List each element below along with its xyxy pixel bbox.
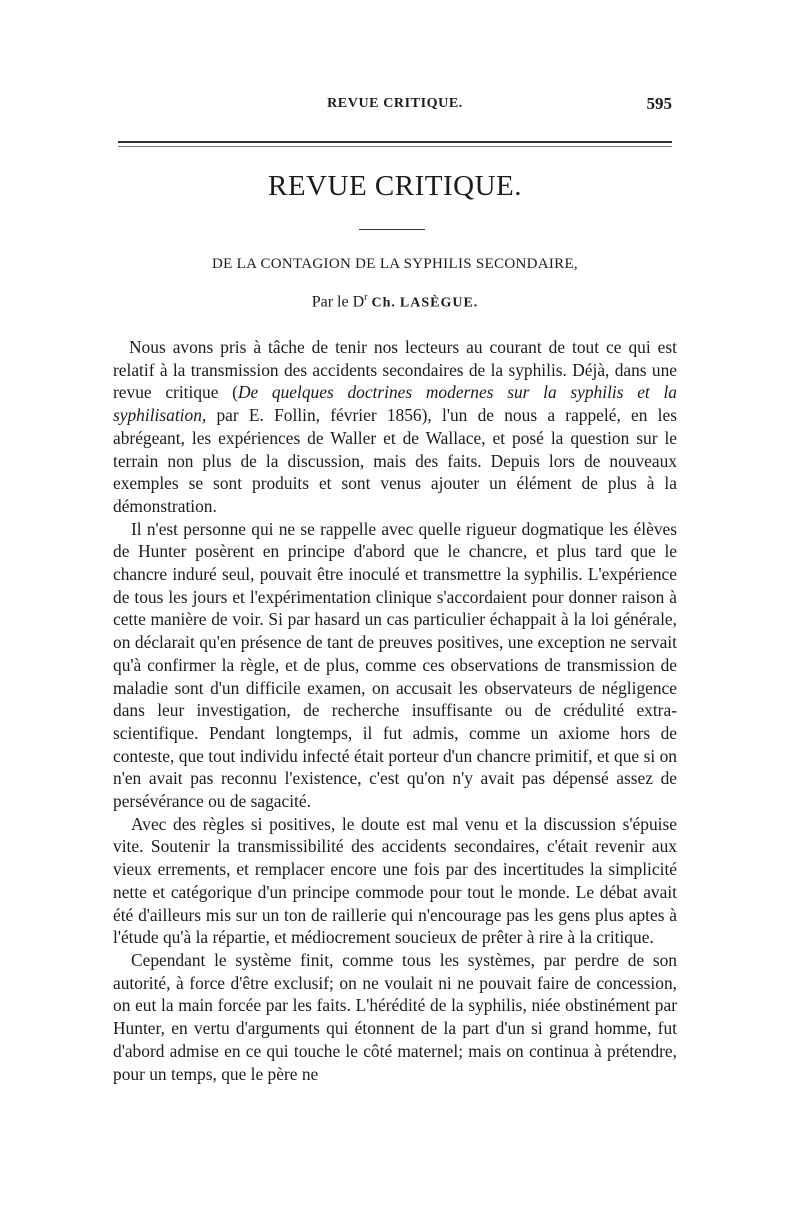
page-number: 595 — [646, 94, 672, 113]
byline-prefix: Par le D — [311, 293, 365, 311]
article-title: REVUE CRITIQUE. — [268, 170, 522, 202]
byline — [118, 292, 672, 311]
header-rule-thin — [118, 146, 672, 147]
byline-author: LASÈGUE. — [399, 295, 479, 311]
article-subtitle: DE LA CONTAGION DE LA SYPHILIS SECONDAIRE, — [212, 256, 578, 272]
running-head — [118, 96, 672, 118]
paragraph-3: Avec des règles si positives, le doute est mal venu et la discussion s'épuise vite. Soutenir la transmissibilité des accidents secondaires, c'était revenir aux vieux errements, et remplacer encore une fois par des incertitudes la simplicité nette et catégorique d'un principe commode pour tout le monde. Le débat avait été d'ailleurs mis sur un ton de raillerie qui n'encourage pas les gens plus aptes à l'étude qu'à la répartie, et médiocrement soucieux de prêter à rire à la critique. — [113, 813, 677, 948]
paragraph-4: Cependant le système finit, comme tous les systèmes, par perdre de son autorité, à force d'être exclusif; on ne voulait ni ne pouvait faire de concession, on eut la main forcée par les faits. L'hérédité de la syphilis, niée obstinément par Hunter, en vertu d'arguments qui étonnent de la part d'un si grand homme, fut d'abord admise en ce qui touche le côté maternel; mais on continua à prétendre, pour un temps, que le père ne — [113, 949, 677, 1084]
article-body — [113, 336, 677, 1085]
byline-initials: Ch. — [371, 295, 396, 311]
header-rule — [118, 141, 672, 143]
paragraph-1-text-b: par E. Follin, février 1856), l'un de nous a rappelé, en les abrégeant, les expériences de Waller et de Wallace, et posé la question sur le terrain non plus de la discussion, mais des faits. Depuis lors de nouveaux exemples se sont produits et sont venus ajouter un élément de plus à la démonstration. — [113, 405, 677, 516]
paragraph-1 — [113, 336, 677, 518]
running-title: REVUE CRITIQUE. — [327, 96, 463, 111]
paragraph-1-citation: De quelques doctrines modernes sur la syphilis et la syphilisation, — [113, 382, 677, 426]
paragraph-2: Il n'est personne qui ne se rappelle avec quelle rigueur dogmatique les élèves de Hunter posèrent en principe d'abord que le chancre, et plus tard que le chancre induré seul, pouvait être inoculé et transmettre la syphilis. L'expérience de tous les jours et l'expérimentation clinique s'accordaient pour donner raison à cette manière de voir. Si par hasard un cas particulier échappait à la loi générale, on déclarait qu'en présence de tant de preuves positives, une exception ne servait qu'à confirmer la règle, et de plus, comme ces observations de transmission de maladie sont d'un difficile examen, on accusait les observateurs de négligence dans leur investigation, de recherche insuffisante ou de crédulité extra-scientifique. Pendant longtemps, il fut admis, comme un axiome hors de conteste, que tout individu infecté était porteur d'un chancre primitif, et que si on n'en avait pas reconnu l'existence, c'est qu'on n'y avait pas dépensé assez de persévérance ou de sagacité. — [113, 518, 677, 812]
byline-sup: r — [364, 292, 368, 303]
title-divider — [359, 229, 425, 230]
paragraph-1-text-a: Nous avons pris à tâche de tenir nos lecteurs au courant de tout ce qui est relatif à la transmission des accidents secondaires de la syphilis. Déjà, dans une revue critique ( — [113, 337, 677, 403]
